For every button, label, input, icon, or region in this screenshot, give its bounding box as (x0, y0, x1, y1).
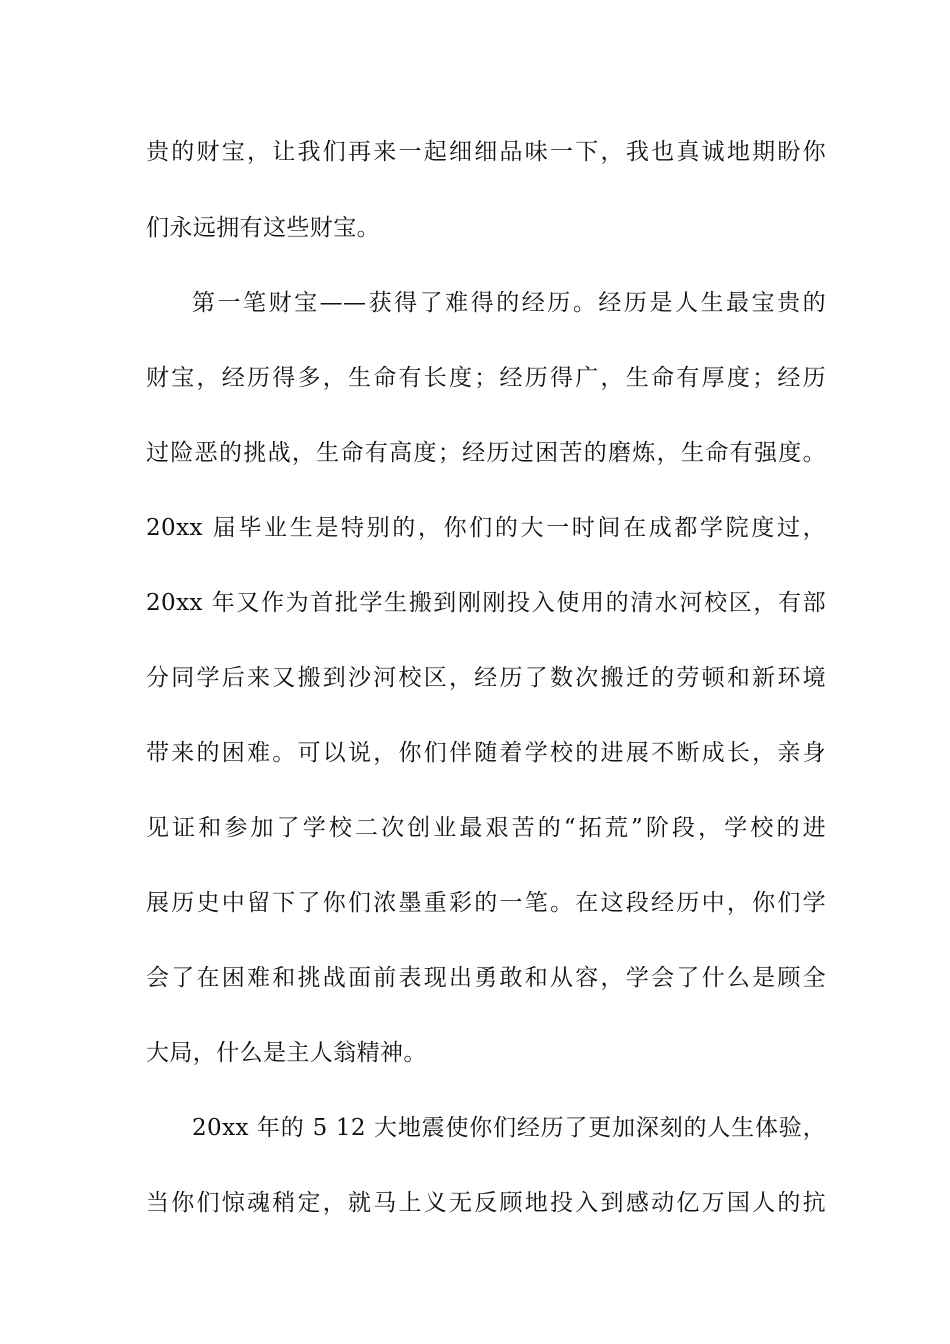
text-line: 20xx 届毕业生是特别的，你们的大一时间在成都学院度过， (146, 515, 826, 541)
text-line: 当你们惊魂稍定，就马上义无反顾地投入到感动亿万国人的抗 (146, 1190, 826, 1216)
text-line: 分同学后来又搬到沙河校区，经历了数次搬迁的劳顿和新环境 (146, 665, 826, 691)
text-line: 20xx 年的 5 12 大地震使你们经历了更加深刻的人生体验， (192, 1115, 826, 1141)
text-line: 第一笔财宝——获得了难得的经历。经历是人生最宝贵的 (192, 290, 826, 316)
text-line: 大局，什么是主人翁精神。 (146, 1040, 427, 1066)
text-line: 财宝，经历得多，生命有长度；经历得广，生命有厚度；经历 (146, 365, 826, 391)
text-line: 见证和参加了学校二次创业最艰苦的“拓荒”阶段，学校的进 (146, 815, 826, 841)
text-line: 展历史中留下了你们浓墨重彩的一笔。在这段经历中，你们学 (146, 890, 826, 916)
text-line: 会了在困难和挑战面前表现出勇敢和从容，学会了什么是顾全 (146, 965, 826, 991)
text-line: 20xx 年又作为首批学生搬到刚刚投入使用的清水河校区，有部 (146, 590, 826, 616)
text-line: 贵的财宝，让我们再来一起细细品味一下，我也真诚地期盼你 (146, 139, 826, 165)
text-line: 过险恶的挑战，生命有高度；经历过困苦的磨炼，生命有强度。 (146, 440, 826, 466)
text-line: 们永远拥有这些财宝。 (146, 215, 380, 241)
text-line: 带来的困难。可以说，你们伴随着学校的进展不断成长，亲身 (146, 740, 826, 766)
